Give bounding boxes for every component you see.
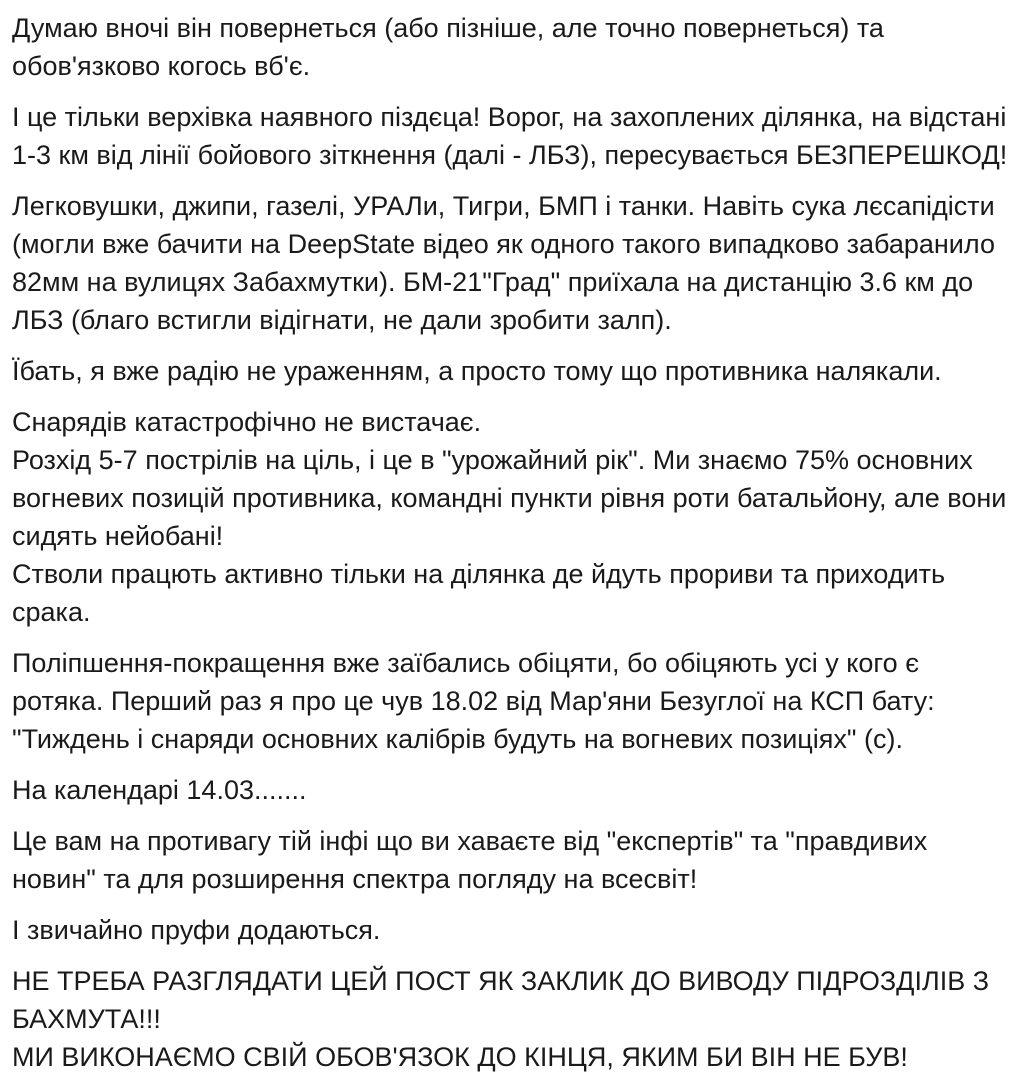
post-text-line: Поліпшення-покращення вже заїбались обіцяти, бо обіцяють усі у кого є ротяка. Перший раз я про це чув 18.02 від Мар'яни Безуглої на КСП бату: "Тиждень і снаряди основних калібрів будуть на вогневих позиціях" (с).: [12, 648, 943, 754]
post-text-line: Снарядів катастрофічно не вистачає.: [12, 407, 482, 437]
post-text-line: Розхід 5-7 пострілів на ціль, і це в "урожайний рік". Ми знаємо 75% основних вогневих позицій противника, командні пункти рівня роти батальйону, але вони сидять нейобані!: [12, 445, 1014, 551]
post-paragraph: [12, 644, 1015, 758]
post-paragraph: [12, 771, 1015, 809]
post-text-line: Легковушки, джипи, газелі, УРАЛи, Тигри, БМП і танки. Навіть сука лєсапідісти (могли вже бачити на DeepState відео як одного такого випадково забаранило 82мм на вулицях Забахмутки). БМ-21"Град" приїхала на дистанцію 3.6 км до ЛБЗ (благо встигли відігнати, не дали зробити залп).: [12, 191, 1003, 335]
post-text-line: Це вам на противагу тій інфі що ви хаваєте від "експертів" та "правдивих новин" та для розширення спектра погляду на всесвіт!: [12, 826, 935, 894]
post-text-line: МИ ВИКОНАЄМО СВІЙ ОБОВ'ЯЗОК ДО КІНЦЯ, ЯКИМ БИ ВІН НЕ БУВ!: [12, 1042, 908, 1072]
post-paragraph: [12, 187, 1015, 339]
post-text-line: Думаю вночі він повернеться (або пізніше, але точно повернеться) та обов'язково когось вб'є.: [12, 13, 892, 81]
post-text-line: І це тільки верхівка наявного піздєца! Ворог, на захоплених ділянка, на відстані 1-3 км від лінії бойового зіткнення (далі - ЛБЗ), пересувається БЕЗПЕРЕШКОД!: [12, 102, 1014, 170]
post-text-line: Їбать, я вже радію не ураженням, а просто тому що противника налякали.: [12, 356, 942, 386]
post-paragraph: [12, 9, 1015, 85]
post-text-line: І звичайно пруфи додаються.: [12, 915, 381, 945]
post-paragraph: [12, 911, 1015, 949]
post-text-line: На календарі 14.03.......: [12, 775, 307, 805]
post-paragraph: [12, 962, 1015, 1076]
post-paragraph: [12, 822, 1015, 898]
post-text-line: Стволи працють активно тільки на ділянка де йдуть прориви та приходить срака.: [12, 559, 953, 627]
post-paragraph: [12, 352, 1015, 390]
post-text-line: НЕ ТРЕБА РАЗГЛЯДАТИ ЦЕЙ ПОСТ ЯК ЗАКЛИК ДО ВИВОДУ ПІДРОЗДІЛІВ З БАХМУТА!!!: [12, 966, 997, 1034]
post-paragraph: [12, 403, 1015, 631]
post-paragraph: [12, 98, 1015, 174]
